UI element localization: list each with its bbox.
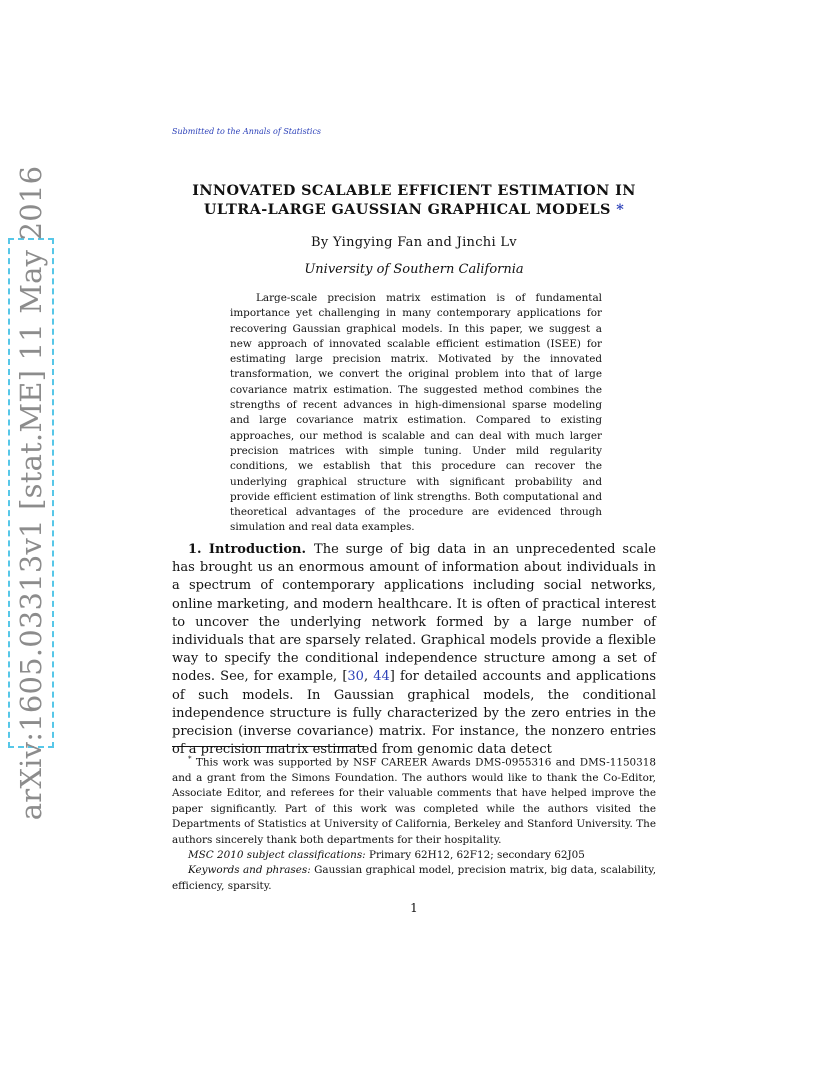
intro-text-after-cite: ] for detailed accounts and applications of such models. In Gaussian graphical models, the conditional independence structure is fully characterized by the zero entries in the precision (inverse covariance) matrix. For instance, the nonzero entries of a precision matrix estimated from genomic data detect bbox=[172, 669, 657, 758]
section-heading: 1. Introduction. bbox=[188, 542, 307, 557]
title-line-2-text: ULTRA-LARGE GAUSSIAN GRAPHICAL MODELS bbox=[203, 201, 611, 218]
citation-link-30[interactable]: 30 bbox=[347, 669, 364, 685]
keywords bbox=[172, 863, 656, 894]
arxiv-sidebar-stamp[interactable] bbox=[8, 165, 54, 821]
title-line-1: INNOVATED SCALABLE EFFICIENT ESTIMATION IN bbox=[192, 182, 636, 199]
citation-link-44[interactable]: 44 bbox=[373, 669, 390, 685]
footnote-rule bbox=[172, 746, 364, 747]
keywords-label: Keywords and phrases: bbox=[188, 864, 311, 877]
paper-authors: By Yingying Fan and Jinchi Lv bbox=[311, 235, 517, 250]
arxiv-identifier[interactable]: arXiv:1605.03313v1 [stat.ME] 11 May 2016 bbox=[14, 165, 48, 821]
msc-classification bbox=[172, 848, 656, 863]
intro-text-before-cite: The surge of big data in an unprecedented scale has brought us an enormous amount of information about individuals in a spectrum of contemporary applications including social networks, online marketing, and modern healthcare. It is often of practical interest to uncover the underlying network formed by a large number of individuals that are sparsely related. Graphical models provide a flexible way to specify the conditional independence structure among a set of nodes. See, for example, [ bbox=[172, 542, 656, 685]
introduction-paragraph bbox=[172, 541, 656, 759]
paper-title bbox=[172, 181, 656, 219]
funding-text: This work was supported by NSF CAREER Awards DMS-0955316 and DMS-1150318 and a grant from the Simons Foundation. The authors would like to thank the Co-Editor, Associate Editor, and referees for their valuable comments that have helped improve the paper significantly. Part of this work was completed while the authors visited the Departments of Statistics at University of California, Berkeley and Stanford University. The authors sincerely thank both departments for their hospitality. bbox=[172, 756, 656, 846]
citation-separator: , bbox=[363, 669, 374, 685]
title-footnote-link[interactable]: * bbox=[616, 201, 625, 218]
title-line-2 bbox=[172, 200, 656, 219]
abstract: Large-scale precision matrix estimation is of fundamental importance yet challenging in many contemporary applications for recovering Gaussian graphical models. In this paper, we suggest a new approach of innovated scalable efficient estimation (ISEE) for estimating large precision matrix. Motivated by the innovated transformation, we convert the original problem into that of large covariance matrix estimation. The suggested method combines the strengths of recent advances in high-dimensional sparse modeling and large covariance matrix estimation. Compared to existing approaches, our method is scalable and can deal with much larger precision matrices with simple tuning. Under mild regularity conditions, we establish that this procedure can recover the underlying graphical structure with significant probability and provide efficient estimation of link strengths. Both computational and theoretical advantages of the procedure are evidenced through simulation and real data examples. bbox=[230, 292, 602, 534]
funding-footnote bbox=[172, 752, 656, 848]
keywords-text: Gaussian graphical model, precision matrix, big data, scalability, efficiency, sparsity. bbox=[172, 864, 656, 892]
footnotes bbox=[172, 752, 656, 894]
msc-label: MSC 2010 subject classifications: bbox=[188, 848, 366, 861]
paper-affiliation: University of Southern California bbox=[304, 262, 524, 277]
page-number: 1 bbox=[410, 901, 418, 915]
submitted-header[interactable]: Submitted to the Annals of Statistics bbox=[172, 127, 322, 136]
footnote-mark: * bbox=[188, 755, 192, 763]
msc-text: Primary 62H12, 62F12; secondary 62J05 bbox=[368, 848, 585, 861]
